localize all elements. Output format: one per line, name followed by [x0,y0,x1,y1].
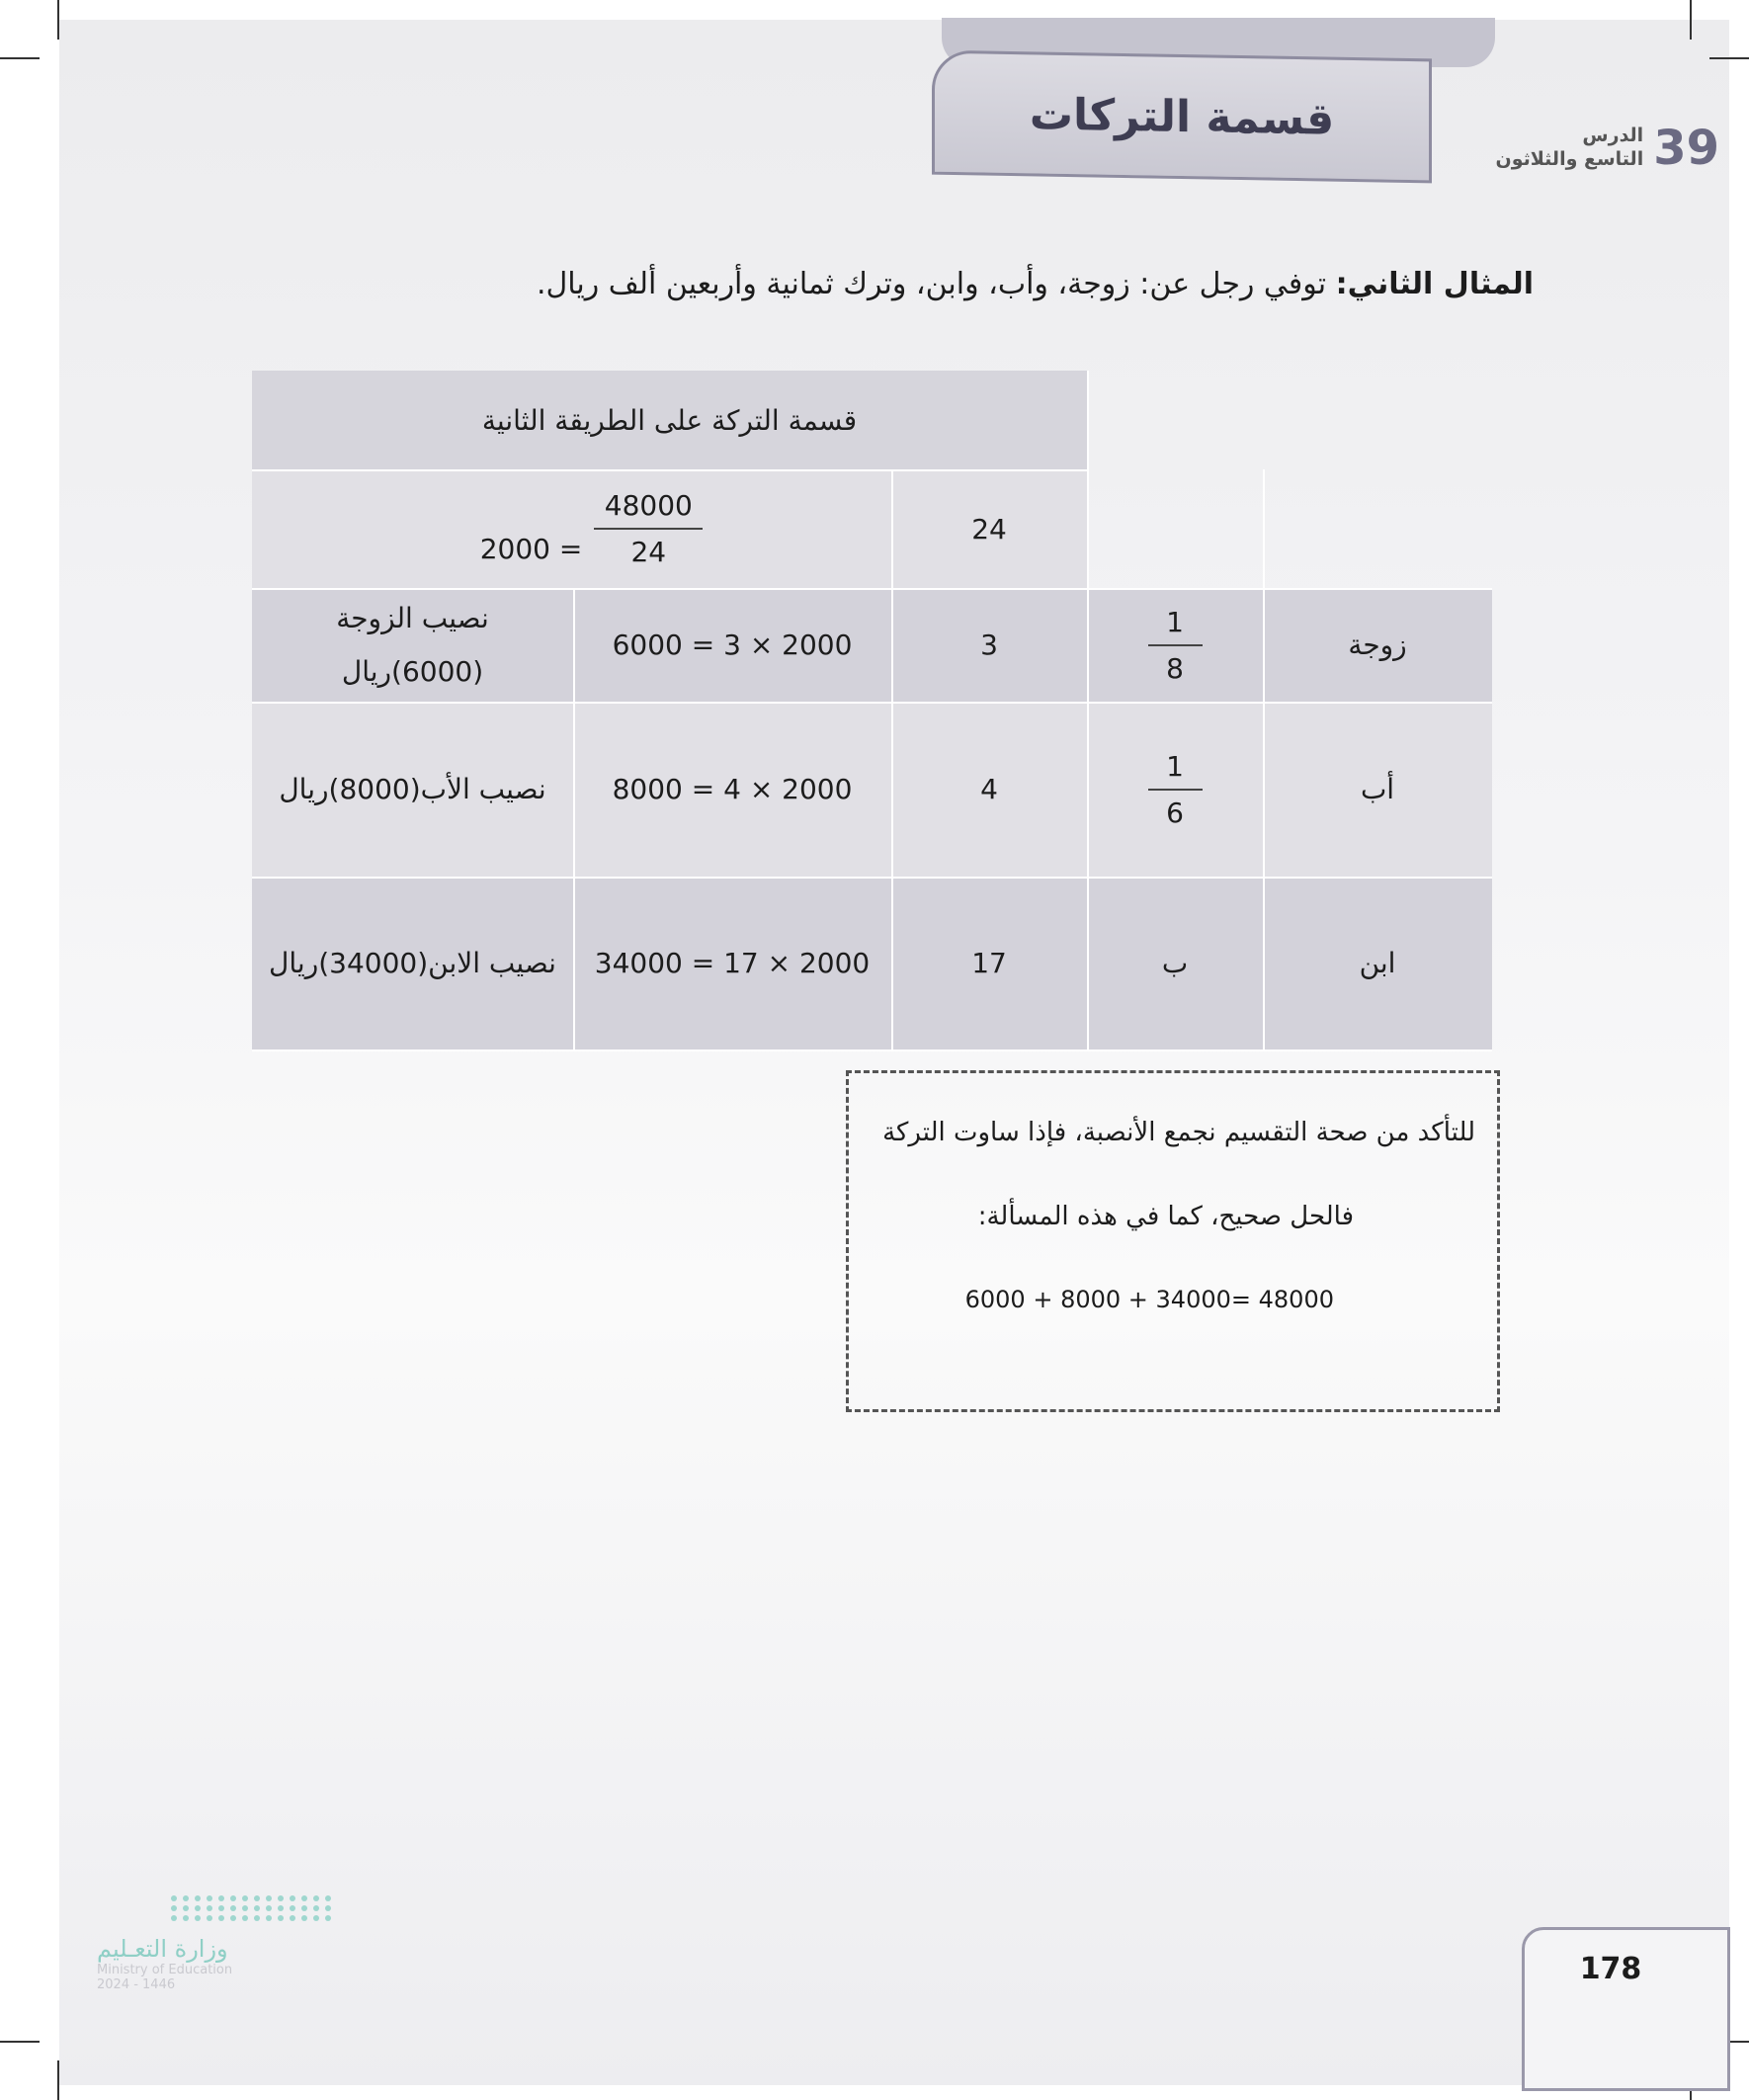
note-line-1: للتأكد من صحة التقسيم نجمع الأنصبة، فإذا ساوت التركة [882,1118,1475,1147]
crop-mark [1709,57,1749,59]
table-divider [252,469,1087,471]
fraction-cell [1087,877,1263,1050]
table-divider [1263,469,1265,1050]
unit-fraction [594,489,703,568]
calc-cell [573,877,891,1050]
heir-name: ابن [1359,947,1396,979]
share-fraction [1148,750,1203,829]
shares-value: 3 [980,629,998,661]
fraction-numerator: 1 [1166,605,1184,638]
table-divider [252,588,1492,590]
edition-year: 2024 - 1446 [97,1977,176,1992]
result-cell [252,702,573,877]
unit-denominator: 24 [630,536,667,568]
crop-mark [57,2060,59,2100]
share-fraction [1148,606,1203,685]
unit-value-cell [252,469,891,588]
page-background [59,20,1729,2085]
ministry-name-en: Ministry of Education [97,1963,233,1977]
crop-mark [57,0,59,40]
calc-cell [573,702,891,877]
fraction-letter: ب [1161,947,1189,979]
lesson-ordinal: التاسع والثلاثون [1495,148,1644,170]
table-divider [252,877,1492,879]
calc-cell [573,588,891,702]
fraction-cell [1087,702,1263,877]
result-text: نصيب الأب(8000)ريال [279,773,546,805]
crop-mark [1690,0,1692,40]
table-divider [891,469,893,1050]
heir-cell [1263,702,1492,877]
unit-numerator: 48000 [604,489,693,522]
fraction-numerator: 1 [1166,749,1184,783]
heir-name: أب [1360,773,1395,805]
header-ribbon [932,50,1432,184]
shares-cell [891,588,1087,702]
shares-value: 17 [971,947,1007,979]
ministry-name-ar: وزارة التعـليم [97,1935,228,1963]
table-caption-text: قسمة التركة على الطريقة الثانية [481,403,858,437]
heir-name: زوجة [1348,629,1407,661]
lesson-words [1495,125,1643,172]
table-divider [252,1050,1492,1051]
table-divider [252,702,1492,704]
result-line: نصيب الزوجة [336,602,489,635]
unit-value-expression [480,489,704,568]
ministry-logo [97,1895,334,1992]
fraction-denominator: 8 [1166,651,1184,685]
base-value: 24 [971,512,1007,546]
calc-text: 34000 = 17 × 2000 [594,947,871,979]
lesson-word: الدرس [1582,125,1644,147]
example-text: توفي رجل عن: زوجة، وأب، وابن، وترك ثمانية وأربعين ألف ريال. [536,267,1327,301]
result-cell [252,877,573,1050]
verification-note [846,1070,1500,1412]
example-statement [537,267,1534,301]
note-line-2: فالحل صحيح، كما في هذه المسألة: [977,1202,1354,1231]
table-divider [1087,371,1089,1050]
note-equation: 48000 =34000 + 8000 + 6000 [964,1286,1334,1313]
shares-cell [891,702,1087,877]
logo-dots [171,1895,334,1921]
result-cell [252,588,573,702]
shares-cell [891,877,1087,1050]
fraction-denominator: 6 [1166,796,1184,829]
unit-result: 2000 = [479,532,583,565]
lesson-title: قسمة التركات [1029,88,1335,145]
shares-value: 4 [980,773,998,805]
calc-text: 6000 = 3 × 2000 [612,629,853,661]
heir-cell [1263,877,1492,1050]
table-divider [573,588,575,1050]
page-number: 178 [1579,1952,1642,1986]
table-caption [252,371,1087,469]
result-text: نصيب الابن(34000)ريال [269,947,556,979]
example-label: المثال الثاني: [1335,267,1534,301]
base-cell [891,469,1087,588]
fraction-cell [1087,588,1263,702]
crop-mark [0,57,40,59]
result-line: (6000)ريال [341,654,484,688]
crop-mark [0,2041,40,2043]
calc-text: 8000 = 4 × 2000 [612,773,853,805]
lesson-tag [1423,94,1719,203]
heir-cell [1263,588,1492,702]
lesson-number: 39 [1653,121,1719,176]
